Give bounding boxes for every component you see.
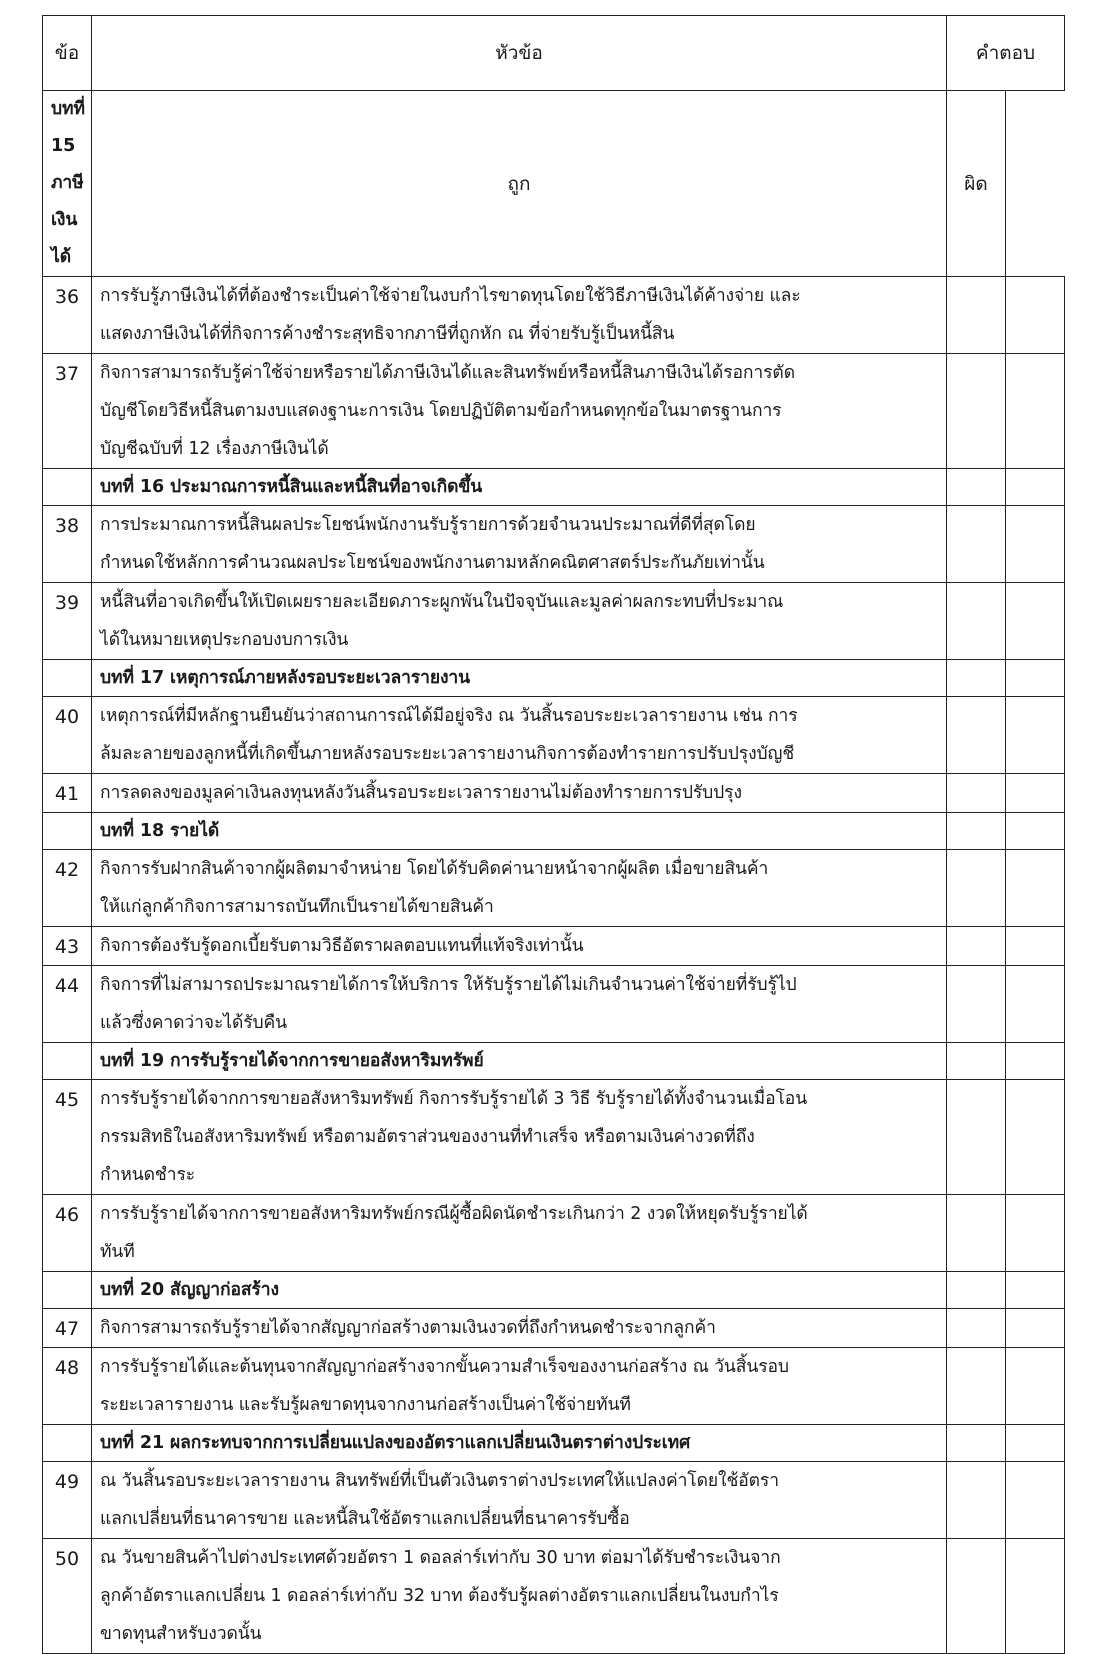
answer-false-cell[interactable]	[1006, 506, 1065, 583]
question-text	[92, 697, 947, 774]
question-text	[92, 354, 947, 469]
question-text	[92, 1539, 947, 1654]
text-line: แลกเปลี่ยนที่ธนาคารขาย และหนี้สินใช้อัตราแลกเปลี่ยนที่ธนาคารรับซื้อ	[100, 1509, 630, 1529]
col-header-answer: คำตอบ	[947, 16, 1065, 91]
question-row	[43, 1462, 1065, 1539]
question-row	[43, 774, 1065, 813]
question-number: 37	[43, 354, 92, 469]
question-text	[92, 1462, 947, 1539]
text-line: การรับรู้รายได้จากการขายอสังหาริมทรัพย์ กิจการรับรู้รายได้ 3 วิธี รับรู้รายได้ทั้งจำนวนเมื่อโอน	[100, 1089, 808, 1109]
text-line: แล้วซึ่งคาดว่าจะได้รับคืน	[100, 1013, 288, 1033]
text-line: ได้ในหมายเหตุประกอบงบการเงิน	[100, 630, 349, 650]
text-line: เหตุการณ์ที่มีหลักฐานยืนยันว่าสถานการณ์ได้มีอยู่จริง ณ วันสิ้นรอบระยะเวลารายงาน เช่น การ	[100, 706, 798, 726]
text-line: กำหนดชำระ	[100, 1165, 196, 1185]
chapter-row	[43, 1272, 1065, 1309]
answer-false-cell[interactable]	[1006, 277, 1065, 354]
chapter-row	[43, 1043, 1065, 1080]
answer-false-cell[interactable]	[1006, 1080, 1065, 1195]
col-header-no: ข้อ	[43, 16, 92, 91]
question-row	[43, 697, 1065, 774]
text-line: การรับรู้รายได้และต้นทุนจากสัญญาก่อสร้างจากขั้นความสำเร็จของงานก่อสร้าง ณ วันสิ้นรอบ	[100, 1357, 789, 1377]
question-row	[43, 354, 1065, 469]
answer-false-cell[interactable]	[1006, 1539, 1065, 1654]
answer-true-cell[interactable]	[947, 927, 1006, 966]
chapter-title: บทที่ 19 การรับรู้รายได้จากการขายอสังหาริมทรัพย์	[92, 1043, 947, 1080]
true-label: ถูก	[92, 91, 947, 277]
text-line: ลูกค้าอัตราแลกเปลี่ยน 1 ดอลล่าร์เท่ากับ 32 บาท ต้องรับรู้ผลต่างอัตราแลกเปลี่ยนในงบกำไร	[100, 1586, 779, 1606]
question-row	[43, 506, 1065, 583]
answer-true-cell[interactable]	[947, 354, 1006, 469]
question-sheet	[42, 15, 1064, 1654]
answer-true-cell[interactable]	[947, 966, 1006, 1043]
text-line: การลดลงของมูลค่าเงินลงทุนหลังวันสิ้นรอบระยะเวลารายงานไม่ต้องทำรายการปรับปรุง	[100, 783, 742, 803]
chapter-title: บทที่ 15 ภาษีเงินได้	[43, 91, 92, 277]
chapter-title: บทที่ 16 ประมาณการหนี้สินและหนี้สินที่อาจเกิดขึ้น	[92, 469, 947, 506]
question-text	[92, 927, 947, 966]
false-label: ผิด	[947, 91, 1006, 277]
question-text	[92, 506, 947, 583]
answer-true-cell[interactable]	[947, 1309, 1006, 1348]
question-number: 39	[43, 583, 92, 660]
question-text	[92, 966, 947, 1043]
question-text	[92, 583, 947, 660]
question-number: 46	[43, 1195, 92, 1272]
question-number: 36	[43, 277, 92, 354]
chapter-row	[43, 91, 1065, 277]
question-row	[43, 1348, 1065, 1425]
chapter-row	[43, 469, 1065, 506]
answer-false-cell[interactable]	[1006, 966, 1065, 1043]
answer-true-cell[interactable]	[947, 1539, 1006, 1654]
question-text	[92, 1348, 947, 1425]
text-line: กำหนดใช้หลักการคำนวณผลประโยชน์ของพนักงานตามหลักคณิตศาสตร์ประกันภัยเท่านั้น	[100, 553, 765, 573]
true-false-table	[42, 15, 1065, 1654]
answer-false-cell[interactable]	[1006, 1309, 1065, 1348]
answer-false-cell[interactable]	[1006, 1195, 1065, 1272]
text-line: ให้แก่ลูกค้ากิจการสามารถบันทึกเป็นรายได้ขายสินค้า	[100, 897, 494, 917]
text-line: ขาดทุนสำหรับงวดนั้น	[100, 1624, 262, 1644]
answer-true-cell[interactable]	[947, 1348, 1006, 1425]
chapter-title: บทที่ 20 สัญญาก่อสร้าง	[92, 1272, 947, 1309]
answer-true-cell[interactable]	[947, 774, 1006, 813]
header-row	[43, 16, 1065, 91]
question-row	[43, 850, 1065, 927]
answer-false-cell[interactable]	[1006, 697, 1065, 774]
question-row	[43, 927, 1065, 966]
chapter-title: บทที่ 21 ผลกระทบจากการเปลี่ยนแปลงของอัตราแลกเปลี่ยนเงินตราต่างประเทศ	[92, 1425, 947, 1462]
question-text	[92, 1309, 947, 1348]
question-text	[92, 277, 947, 354]
chapter-row	[43, 1425, 1065, 1462]
text-line: ทันที	[100, 1242, 135, 1262]
question-text	[92, 1195, 947, 1272]
answer-true-cell[interactable]	[947, 1080, 1006, 1195]
question-row	[43, 1539, 1065, 1654]
chapter-title: บทที่ 17 เหตุการณ์ภายหลังรอบระยะเวลารายงาน	[92, 660, 947, 697]
text-line: กิจการรับฝากสินค้าจากผู้ผลิตมาจำหน่าย โดยได้รับคิดค่านายหน้าจากผู้ผลิต เมื่อขายสินค้า	[100, 859, 769, 879]
answer-false-cell[interactable]	[1006, 927, 1065, 966]
question-number: 43	[43, 927, 92, 966]
question-number: 42	[43, 850, 92, 927]
answer-false-cell[interactable]	[1006, 354, 1065, 469]
question-number: 41	[43, 774, 92, 813]
question-row	[43, 1309, 1065, 1348]
text-line: ณ วันขายสินค้าไปต่างประเทศด้วยอัตรา 1 ดอลล่าร์เท่ากับ 30 บาท ต่อมาได้รับชำระเงินจาก	[100, 1548, 781, 1568]
text-line: บัญชีโดยวิธีหนี้สินตามงบแสดงฐานะการเงิน โดยปฏิบัติตามข้อกำหนดทุกข้อในมาตรฐานการ	[100, 401, 782, 421]
col-header-topic: หัวข้อ	[92, 16, 947, 91]
question-number: 47	[43, 1309, 92, 1348]
answer-false-cell[interactable]	[1006, 1462, 1065, 1539]
text-line: กิจการสามารถรับรู้รายได้จากสัญญาก่อสร้างตามเงินงวดที่ถึงกำหนดชำระจากลูกค้า	[100, 1318, 716, 1338]
question-row	[43, 1195, 1065, 1272]
answer-true-cell[interactable]	[947, 850, 1006, 927]
text-line: กรรมสิทธิในอสังหาริมทรัพย์ หรือตามอัตราส่วนของงานที่ทำเสร็จ หรือตามเงินค่างวดที่ถึง	[100, 1127, 755, 1147]
text-line: การรับรู้ภาษีเงินได้ที่ต้องชำระเป็นค่าใช้จ่ายในงบกำไรขาดทุนโดยใช้วิธีภาษีเงินได้ค้างจ่าย และ	[100, 286, 801, 306]
text-line: การรับรู้รายได้จากการขายอสังหาริมทรัพย์กรณีผู้ซื้อผิดนัดชำระเกินกว่า 2 งวดให้หยุดรับรู้รายได้	[100, 1204, 808, 1224]
question-number: 50	[43, 1539, 92, 1654]
question-row	[43, 1080, 1065, 1195]
question-row	[43, 583, 1065, 660]
chapter-title: บทที่ 18 รายได้	[92, 813, 947, 850]
answer-true-cell[interactable]	[947, 1462, 1006, 1539]
text-line: แสดงภาษีเงินได้ที่กิจการค้างชำระสุทธิจากภาษีที่ถูกหัก ณ ที่จ่ายรับรู้เป็นหนี้สิน	[100, 324, 675, 344]
text-line: ระยะเวลารายงาน และรับรู้ผลขาดทุนจากงานก่อสร้างเป็นค่าใช้จ่ายทันที	[100, 1395, 631, 1415]
question-text	[92, 1080, 947, 1195]
question-row	[43, 277, 1065, 354]
question-text	[92, 774, 947, 813]
text-line: การประมาณการหนี้สินผลประโยชน์พนักงานรับรู้รายการด้วยจำนวนประมาณที่ดีที่สุดโดย	[100, 515, 756, 535]
answer-true-cell[interactable]	[947, 506, 1006, 583]
text-line: กิจการที่ไม่สามารถประมาณรายได้การให้บริการ ให้รับรู้รายได้ไม่เกินจำนวนค่าใช้จ่ายที่รับรู้ไป	[100, 975, 797, 995]
question-number: 49	[43, 1462, 92, 1539]
answer-true-cell[interactable]	[947, 1195, 1006, 1272]
answer-true-cell[interactable]	[947, 277, 1006, 354]
answer-false-cell[interactable]	[1006, 583, 1065, 660]
text-line: กิจการต้องรับรู้ดอกเบี้ยรับตามวิธีอัตราผลตอบแทนที่แท้จริงเท่านั้น	[100, 936, 584, 956]
chapter-row	[43, 813, 1065, 850]
question-row	[43, 966, 1065, 1043]
text-line: บัญชีฉบับที่ 12 เรื่องภาษีเงินได้	[100, 439, 329, 459]
question-number: 38	[43, 506, 92, 583]
question-number: 44	[43, 966, 92, 1043]
answer-false-cell[interactable]	[1006, 1348, 1065, 1425]
question-number: 45	[43, 1080, 92, 1195]
answer-true-cell[interactable]	[947, 697, 1006, 774]
text-line: หนี้สินที่อาจเกิดขึ้นให้เปิดเผยรายละเอียดภาระผูกพันในปัจจุบันและมูลค่าผลกระทบที่ประมาณ	[100, 592, 784, 612]
answer-true-cell[interactable]	[947, 583, 1006, 660]
text-line: ล้มละลายของลูกหนี้ที่เกิดขึ้นภายหลังรอบระยะเวลารายงานกิจการต้องทำรายการปรับปรุงบัญชี	[100, 744, 795, 764]
text-line: ณ วันสิ้นรอบระยะเวลารายงาน สินทรัพย์ที่เป็นตัวเงินตราต่างประเทศให้แปลงค่าโดยใช้อัตรา	[100, 1471, 779, 1491]
chapter-row	[43, 660, 1065, 697]
answer-false-cell[interactable]	[1006, 850, 1065, 927]
question-number: 40	[43, 697, 92, 774]
question-number: 48	[43, 1348, 92, 1425]
answer-false-cell[interactable]	[1006, 774, 1065, 813]
text-line: กิจการสามารถรับรู้ค่าใช้จ่ายหรือรายได้ภาษีเงินได้และสินทรัพย์หรือหนี้สินภาษีเงินได้รอการตัด	[100, 363, 795, 383]
question-text	[92, 850, 947, 927]
